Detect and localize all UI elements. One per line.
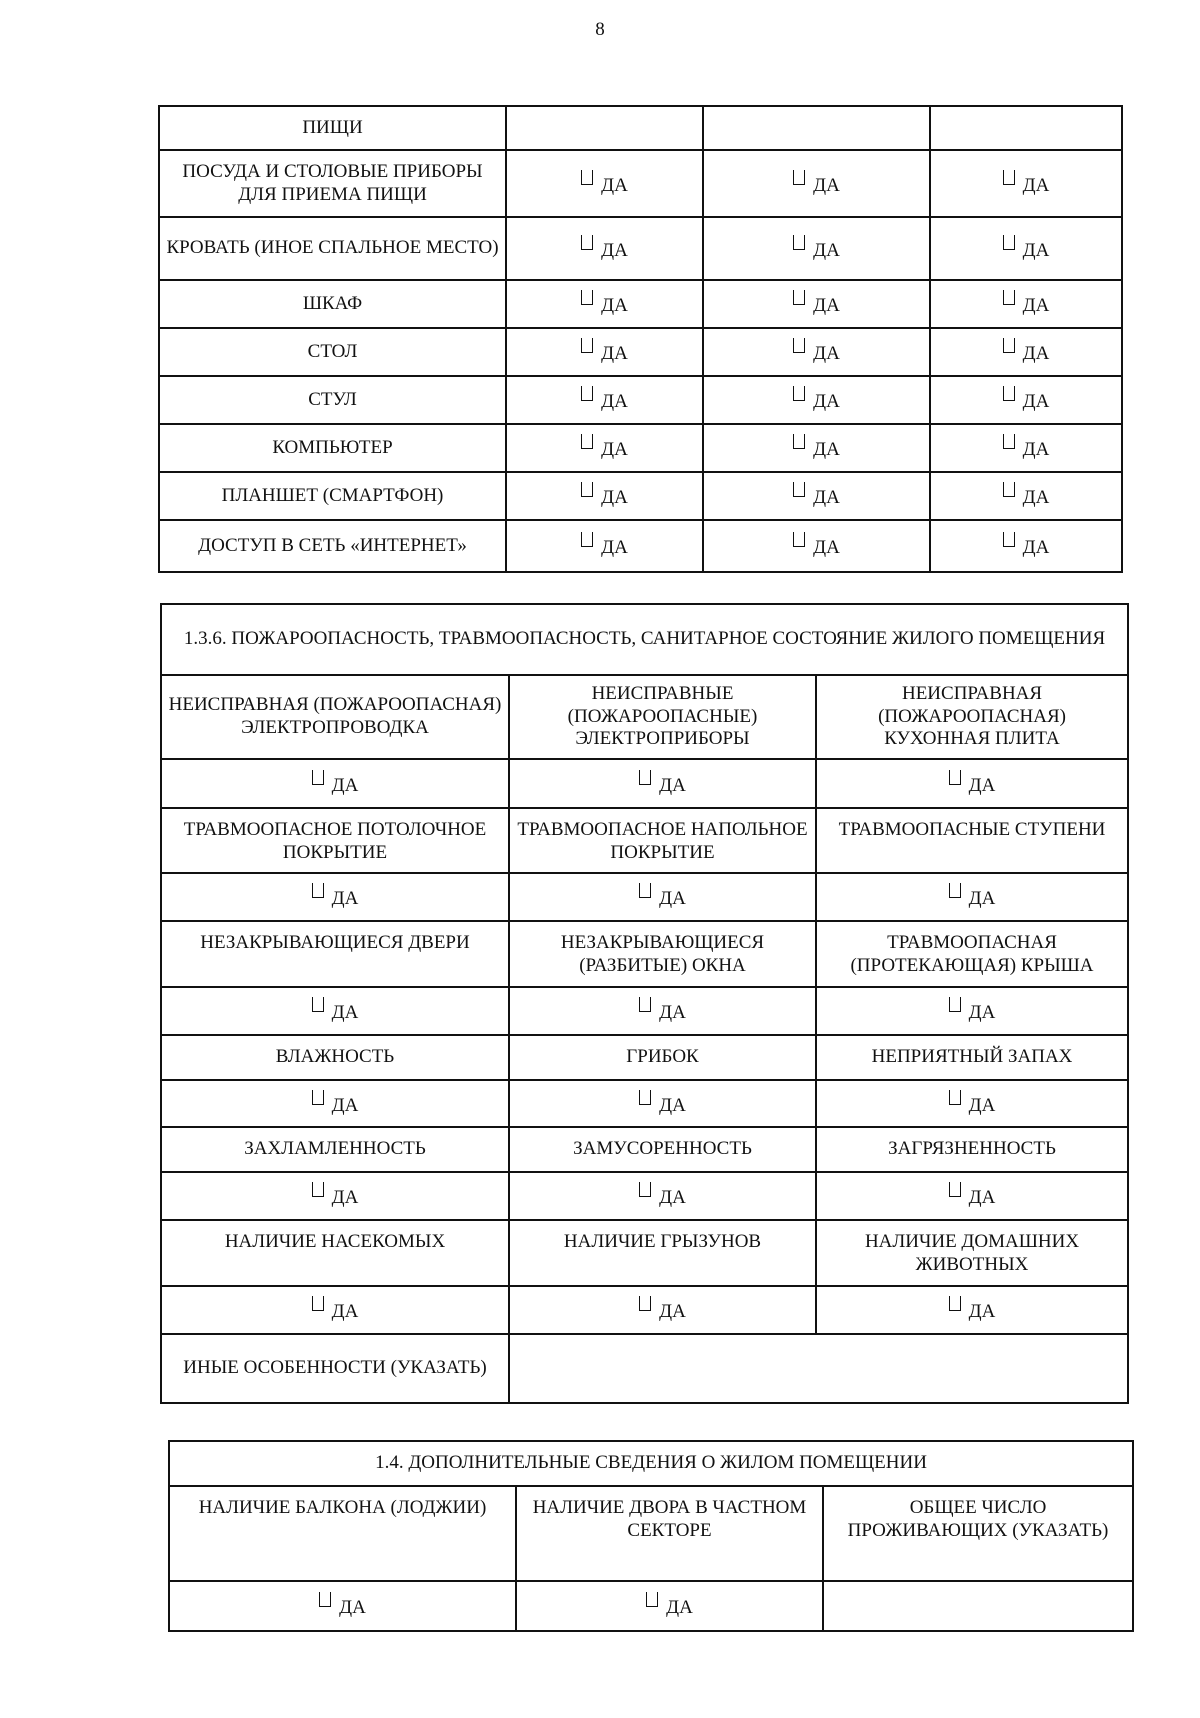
checkbox[interactable] [1003, 386, 1015, 401]
hazard-checkbox-cell [509, 1286, 816, 1334]
hazard-checkbox-row [161, 759, 1128, 808]
additional-info-table [168, 1440, 1134, 1632]
checkbox-label: ДА [1022, 295, 1050, 317]
hazard-checkbox-row [161, 1286, 1128, 1334]
item-checkbox-cell [930, 376, 1122, 424]
hazard-checkbox-cell [509, 1080, 816, 1127]
checkbox-label: ДА [601, 391, 628, 413]
checkbox-label: ДА [1022, 487, 1050, 509]
checkbox-label: ДА [666, 1597, 693, 1619]
checkbox[interactable] [1003, 235, 1015, 250]
checkbox[interactable] [639, 1182, 651, 1197]
checkbox-label: ДА [813, 487, 840, 509]
checkbox-label: ДА [601, 239, 628, 261]
checkbox[interactable] [639, 997, 651, 1012]
hazard-label: ТРАВМООПАСНЫЕ СТУПЕНИ [816, 808, 1128, 873]
hazard-label: НАЛИЧИЕ НАСЕКОМЫХ [161, 1220, 509, 1286]
item-label: СТУЛ [159, 376, 506, 424]
checkbox-label: ДА [659, 1002, 686, 1024]
item-checkbox-cell [506, 424, 703, 472]
checkbox[interactable] [312, 1182, 324, 1197]
hazard-label: ГРИБОК [509, 1035, 816, 1080]
item-checkbox-cell [506, 472, 703, 520]
hazard-checkbox-cell [161, 987, 509, 1035]
item-checkbox-cell [930, 328, 1122, 376]
hazard-label: НЕИСПРАВНЫЕ (ПОЖАРООПАСНЫЕ) ЭЛЕКТРОПРИБОРЫ [509, 675, 816, 759]
hazard-label: НЕЗАКРЫВАЮЩИЕСЯ (РАЗБИТЫЕ) ОКНА [509, 921, 816, 987]
empty-cell [703, 106, 930, 150]
checkbox[interactable] [312, 770, 324, 785]
checkbox-label: ДА [331, 774, 359, 796]
item-checkbox-cell [506, 520, 703, 572]
checkbox[interactable] [639, 1090, 651, 1105]
checkbox-label: ДА [813, 391, 840, 413]
furniture-row [159, 472, 1122, 520]
checkbox-label: ДА [1022, 439, 1050, 461]
checkbox-label: ДА [659, 774, 686, 796]
item-checkbox-cell [703, 424, 930, 472]
checkbox-label: ДА [968, 1002, 996, 1024]
checkbox[interactable] [319, 1592, 331, 1607]
checkbox-label: ДА [813, 537, 840, 559]
item-checkbox-cell [703, 150, 930, 217]
checkbox[interactable] [646, 1592, 658, 1607]
checkbox[interactable] [581, 386, 593, 401]
checkbox[interactable] [793, 482, 805, 497]
furniture-row [159, 217, 1122, 280]
checkbox[interactable] [793, 386, 805, 401]
checkbox-label: ДА [659, 888, 686, 910]
checkbox-label: ДА [813, 439, 840, 461]
checkbox-label: ДА [968, 1187, 996, 1209]
item-checkbox-cell [703, 217, 930, 280]
checkbox-label: ДА [601, 295, 628, 317]
hazard-checkbox-cell [509, 987, 816, 1035]
checkbox-label: ДА [331, 1094, 359, 1116]
other-features-label: ИНЫЕ ОСОБЕННОСТИ (УКАЗАТЬ) [161, 1334, 509, 1403]
checkbox-label: ДА [1022, 239, 1050, 261]
checkbox[interactable] [312, 997, 324, 1012]
private-yard-checkbox-cell [516, 1581, 823, 1631]
checkbox[interactable] [581, 170, 593, 185]
hazard-checkbox-row [161, 987, 1128, 1035]
checkbox-label: ДА [1022, 391, 1050, 413]
item-checkbox-cell [506, 150, 703, 217]
checkbox-label: ДА [601, 174, 628, 196]
furniture-row [159, 280, 1122, 328]
hazard-label-row [161, 1220, 1128, 1286]
empty-cell [930, 106, 1122, 150]
hazard-label: ВЛАЖНОСТЬ [161, 1035, 509, 1080]
hazard-checkbox-cell [161, 1286, 509, 1334]
hazard-checkbox-cell [509, 1172, 816, 1220]
item-checkbox-cell [930, 520, 1122, 572]
checkbox-label: ДА [659, 1187, 686, 1209]
checkbox-label: ДА [331, 1301, 359, 1323]
hazard-checkbox-cell [509, 759, 816, 808]
item-checkbox-cell [930, 217, 1122, 280]
checkbox[interactable] [1003, 170, 1015, 185]
checkbox[interactable] [949, 1296, 961, 1311]
item-label: ПИЩИ [159, 106, 506, 150]
checkbox[interactable] [793, 235, 805, 250]
hazard-label-row [161, 921, 1128, 987]
checkbox-label: ДА [659, 1094, 686, 1116]
balcony-header: НАЛИЧИЕ БАЛКОНА (ЛОДЖИИ) [169, 1486, 516, 1581]
checkbox-label: ДА [601, 343, 628, 365]
hazard-checkbox-cell [816, 987, 1128, 1035]
hazard-label: ЗАГРЯЗНЕННОСТЬ [816, 1127, 1128, 1172]
item-checkbox-cell [930, 424, 1122, 472]
hazard-checkbox-cell [161, 759, 509, 808]
checkbox[interactable] [639, 770, 651, 785]
balcony-checkbox-cell [169, 1581, 516, 1631]
hazard-label: ТРАВМООПАСНОЕ НАПОЛЬНОЕ ПОКРЫТИЕ [509, 808, 816, 873]
checkbox[interactable] [581, 338, 593, 353]
residents-count-field[interactable] [823, 1581, 1133, 1631]
checkbox-label: ДА [968, 1094, 996, 1116]
checkbox-label: ДА [813, 343, 840, 365]
hazard-checkbox-cell [816, 873, 1128, 921]
hazard-label: ЗАМУСОРЕННОСТЬ [509, 1127, 816, 1172]
private-yard-header: НАЛИЧИЕ ДВОРА В ЧАСТНОМ СЕКТОРЕ [516, 1486, 823, 1581]
furniture-row [159, 328, 1122, 376]
hazard-label: ТРАВМООПАСНОЕ ПОТОЛОЧНОЕ ПОКРЫТИЕ [161, 808, 509, 873]
item-checkbox-cell [703, 280, 930, 328]
furniture-row [159, 150, 1122, 217]
checkbox[interactable] [1003, 434, 1015, 449]
checkbox-label: ДА [339, 1597, 366, 1619]
hazard-label: НЕИСПРАВНАЯ (ПОЖАРООПАСНАЯ) ЭЛЕКТРОПРОВОДКА [161, 675, 509, 759]
hazard-label: НЕИСПРАВНАЯ (ПОЖАРООПАСНАЯ) КУХОННАЯ ПЛИТА [816, 675, 1128, 759]
hazard-label: ЗАХЛАМЛЕННОСТЬ [161, 1127, 509, 1172]
checkbox-label: ДА [813, 174, 840, 196]
checkbox[interactable] [949, 1182, 961, 1197]
item-checkbox-cell [506, 376, 703, 424]
checkbox-label: ДА [968, 888, 996, 910]
item-label: КРОВАТЬ (ИНОЕ СПАЛЬНОЕ МЕСТО) [159, 217, 506, 280]
checkbox[interactable] [949, 883, 961, 898]
hazard-label: ТРАВМООПАСНАЯ (ПРОТЕКАЮЩАЯ) КРЫША [816, 921, 1128, 987]
checkbox-label: ДА [331, 1187, 359, 1209]
checkbox[interactable] [1003, 532, 1015, 547]
checkbox-label: ДА [968, 1301, 996, 1323]
furniture-table [158, 105, 1123, 573]
item-label: ПОСУДА И СТОЛОВЫЕ ПРИБОРЫ ДЛЯ ПРИЕМА ПИЩИ [159, 150, 506, 217]
other-features-field[interactable] [509, 1334, 1128, 1403]
checkbox[interactable] [1003, 338, 1015, 353]
checkbox-label: ДА [601, 487, 628, 509]
item-checkbox-cell [703, 376, 930, 424]
hazard-label-row [161, 1127, 1128, 1172]
checkbox[interactable] [949, 770, 961, 785]
hazard-checkbox-cell [816, 759, 1128, 808]
hazard-label-row [161, 1035, 1128, 1080]
checkbox[interactable] [639, 1296, 651, 1311]
checkbox[interactable] [949, 997, 961, 1012]
checkbox-label: ДА [1022, 174, 1050, 196]
item-checkbox-cell [506, 328, 703, 376]
hazard-label: НАЛИЧИЕ ГРЫЗУНОВ [509, 1220, 816, 1286]
hazard-checkbox-cell [161, 1080, 509, 1127]
checkbox[interactable] [793, 532, 805, 547]
checkbox-label: ДА [331, 1002, 359, 1024]
item-checkbox-cell [703, 520, 930, 572]
checkbox[interactable] [312, 1090, 324, 1105]
hazard-checkbox-cell [816, 1286, 1128, 1334]
checkbox[interactable] [793, 170, 805, 185]
empty-cell [506, 106, 703, 150]
item-label: ПЛАНШЕТ (СМАРТФОН) [159, 472, 506, 520]
item-checkbox-cell [506, 280, 703, 328]
item-checkbox-cell [930, 280, 1122, 328]
section-1-3-6-title: 1.3.6. ПОЖАРООПАСНОСТЬ, ТРАВМООПАСНОСТЬ, САНИТАРНОЕ СОСТОЯНИЕ ЖИЛОГО ПОМЕЩЕНИЯ [161, 604, 1128, 675]
checkbox-label: ДА [601, 537, 628, 559]
section-1-4-title: 1.4. ДОПОЛНИТЕЛЬНЫЕ СВЕДЕНИЯ О ЖИЛОМ ПОМЕЩЕНИИ [169, 1441, 1133, 1486]
checkbox-label: ДА [813, 295, 840, 317]
checkbox[interactable] [581, 434, 593, 449]
item-checkbox-cell [506, 217, 703, 280]
hazard-checkbox-cell [161, 1172, 509, 1220]
checkbox[interactable] [581, 290, 593, 305]
hazard-label: НАЛИЧИЕ ДОМАШНИХ ЖИВОТНЫХ [816, 1220, 1128, 1286]
checkbox-label: ДА [331, 888, 359, 910]
furniture-row [159, 520, 1122, 572]
item-checkbox-cell [703, 328, 930, 376]
checkbox[interactable] [312, 1296, 324, 1311]
checkbox[interactable] [581, 532, 593, 547]
checkbox[interactable] [949, 1090, 961, 1105]
hazard-label-row [161, 808, 1128, 873]
item-label: СТОЛ [159, 328, 506, 376]
furniture-row [159, 424, 1122, 472]
checkbox[interactable] [1003, 482, 1015, 497]
hazard-checkbox-row [161, 873, 1128, 921]
checkbox[interactable] [581, 482, 593, 497]
furniture-row [159, 106, 1122, 150]
checkbox[interactable] [793, 434, 805, 449]
hazard-label-row [161, 675, 1128, 759]
furniture-row [159, 376, 1122, 424]
item-label: ШКАФ [159, 280, 506, 328]
hazards-table [160, 603, 1129, 1404]
hazard-label: НЕЗАКРЫВАЮЩИЕСЯ ДВЕРИ [161, 921, 509, 987]
checkbox[interactable] [1003, 290, 1015, 305]
hazard-checkbox-cell [816, 1172, 1128, 1220]
hazard-checkbox-cell [509, 873, 816, 921]
item-checkbox-cell [930, 472, 1122, 520]
checkbox-label: ДА [968, 774, 996, 796]
checkbox-label: ДА [1022, 537, 1050, 559]
checkbox-label: ДА [813, 239, 840, 261]
item-checkbox-cell [930, 150, 1122, 217]
checkbox[interactable] [312, 883, 324, 898]
checkbox[interactable] [793, 338, 805, 353]
item-checkbox-cell [703, 472, 930, 520]
page-number: 8 [595, 19, 605, 40]
residents-count-header: ОБЩЕЕ ЧИСЛО ПРОЖИВАЮЩИХ (УКАЗАТЬ) [823, 1486, 1133, 1581]
hazard-label: НЕПРИЯТНЫЙ ЗАПАХ [816, 1035, 1128, 1080]
checkbox-label: ДА [1022, 343, 1050, 365]
item-label: КОМПЬЮТЕР [159, 424, 506, 472]
hazard-checkbox-row [161, 1080, 1128, 1127]
hazard-checkbox-cell [816, 1080, 1128, 1127]
checkbox[interactable] [639, 883, 651, 898]
hazard-checkbox-row [161, 1172, 1128, 1220]
checkbox[interactable] [793, 290, 805, 305]
hazard-checkbox-cell [161, 873, 509, 921]
item-label: ДОСТУП В СЕТЬ «ИНТЕРНЕТ» [159, 520, 506, 572]
checkbox-label: ДА [659, 1301, 686, 1323]
checkbox-label: ДА [601, 439, 628, 461]
checkbox[interactable] [581, 235, 593, 250]
